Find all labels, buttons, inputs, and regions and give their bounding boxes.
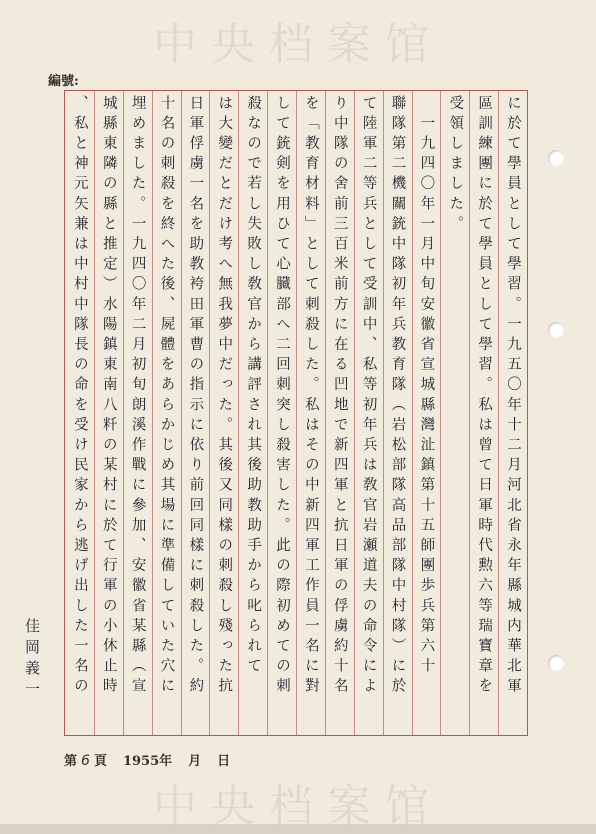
manuscript-column: 一九四〇年一月中旬安徽省宣城縣灣沚鎮第十五師團歩兵第六十 [412,91,441,735]
manuscript-column: り中隊の舍前三百米前方に在る凹地で新四軍と抗日軍の俘虜約十名 [325,91,354,735]
manuscript-column: て陸軍二等兵として受訓中、私等初年兵は敎官岩瀬道夫の命令によ [354,91,383,735]
manuscript-column: 受領しました。 [440,91,469,735]
archive-watermark-bottom: 中央档案馆 [153,781,443,832]
manuscript-column: 殺なので若し失敗し敎官から講評され其後助教助手から叱られて [238,91,267,735]
footer-di: 第 [64,754,78,769]
manuscript-column: 聯隊第二機關銃中隊初年兵教育隊（岩松部隊高品部隊中村隊）に於 [383,91,412,735]
manuscript-column: 、私と神元矢兼は中村中隊長の命を受け民家から逃げ出した一名の [71,95,88,698]
manuscript-column: 城縣東隣の縣と推定）水陽鎮東南八粁の某村に於て行軍の小休止時 [94,91,123,735]
footer-ye: 頁 [93,754,107,769]
manuscript-column: して銃剣を用ひて心臓部へ二回刺突し殺害した。此の際初めての刺 [267,91,296,735]
footer-page [64,750,107,769]
manuscript-column: を「教育材料」として刺殺した。私はその中新四軍工作員一名に對 [296,91,325,735]
binding-hole [548,322,564,338]
page-number: 6 [81,753,90,769]
manuscript-grid [64,90,528,736]
footer-day: 日 [217,754,231,769]
manuscript-column: 十名の刺殺を終へた後、屍體をあらかじめ其場に準備していた穴に [152,91,181,735]
archive-watermark: 中央档案馆 [153,19,443,70]
manuscript-column: 區訓練團に於て學員として學習。私は曾て日軍時代勲六等瑞寶章を [469,91,498,735]
footer-month: 月 [188,754,202,769]
manuscript-column: は大變だとだけ考へ無我夢中だった。其後又同樣の刺殺し殘った抗 [209,91,238,735]
manuscript-column: 日軍俘虜一名を助教袴田軍曹の指示に依り前回同樣に刺殺した。約 [181,91,210,735]
binding-hole [548,655,564,671]
author-signature: 佳岡義一 [23,618,41,702]
manuscript-column: に於て學員として學習。一九五〇年十二月河北省永年縣城内華北軍 [498,91,527,735]
serial-number-label: 編號: [48,74,79,89]
manuscript-column: 埋めました。一九四〇年二月初旬朗溪作戰に參加、安徽省某縣（宣 [123,91,152,735]
binding-hole [548,150,564,166]
footer-year: 1955年 [122,754,173,769]
page-footer [64,750,230,769]
